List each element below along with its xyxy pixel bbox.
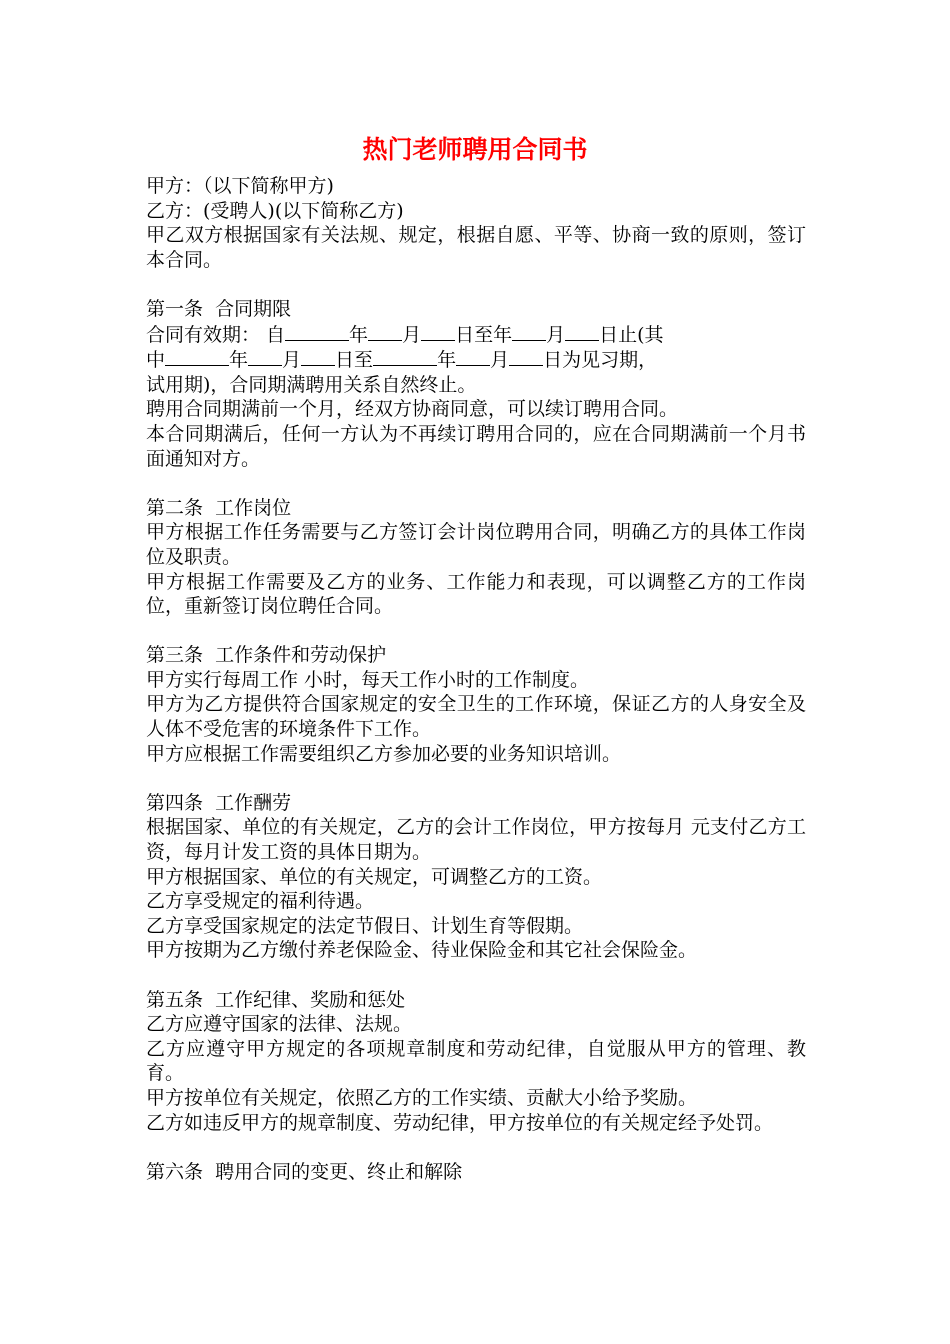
blank-field — [565, 322, 599, 341]
section-discipline — [146, 988, 806, 1136]
blank-field — [373, 347, 437, 366]
preamble-paragraph: 甲乙双方根据国家有关法规、规定，根据自愿、平等、协商一致的原则，签订本合同。 — [146, 224, 806, 271]
day-to-label: 日至 — [335, 349, 374, 372]
renewal-paragraph: 聘用合同期满前一个月，经双方协商同意，可以续订聘用合同。 — [146, 398, 679, 421]
paragraph: 甲方根据国家、单位的有关规定，可调整乙方的工资。 — [146, 865, 603, 888]
document-body — [146, 174, 806, 1184]
paragraph: 甲方按单位有关规定，依照乙方的工作实绩、贡献大小给予奖励。 — [146, 1086, 698, 1109]
month-label: 月 — [282, 349, 302, 372]
year-label: 年 — [349, 323, 369, 346]
blank-field — [368, 322, 402, 341]
middle-label: 中 — [146, 349, 166, 372]
blank-field — [248, 347, 282, 366]
validity-paragraph — [146, 322, 806, 398]
paragraph: 根据国家、单位的有关规定，乙方的会计工作岗位，甲方按每月 元支付乙方工资，每月计发工资的具体日期为。 — [146, 816, 806, 864]
paragraph: 甲方根据工作任务需要与乙方签订会计岗位聘用合同，明确乙方的具体工作岗位及职责。 — [146, 521, 806, 568]
year-label: 年 — [493, 323, 513, 346]
validity-prefix: 合同有效期： 自 — [146, 323, 286, 346]
section-heading: 第四条 工作酬劳 — [146, 791, 292, 814]
blank-field — [285, 322, 349, 341]
paragraph: 乙方享受规定的福利待遇。 — [146, 890, 375, 913]
section-pay — [146, 791, 806, 963]
party-b-line: 乙方：(受聘人)(以下简称乙方) — [146, 199, 404, 222]
blank-field — [301, 347, 335, 366]
section-changes — [146, 1160, 806, 1185]
validity-rest: 试用期)，合同期满聘用关系自然终止。 — [146, 373, 477, 396]
paragraph: 甲方实行每周工作 小时，每天工作小时的工作制度。 — [146, 668, 590, 691]
year-label: 年 — [229, 349, 249, 372]
month-label: 月 — [546, 323, 566, 346]
section-term — [146, 297, 806, 471]
section-post — [146, 496, 806, 619]
paragraph: 乙方如违反甲方的规章制度、劳动纪律，甲方按单位的有关规定经予处罚。 — [146, 1111, 774, 1134]
paragraph: 乙方应遵守国家的法律、法规。 — [146, 1013, 413, 1036]
year-label: 年 — [437, 349, 457, 372]
blank-field — [165, 347, 229, 366]
paragraph: 乙方应遵守甲方规定的各项规章制度和劳动纪律，自觉服从甲方的管理、教育。 — [146, 1037, 806, 1085]
notice-paragraph: 本合同期满后，任何一方认为不再续订聘用合同的，应在合同期满前一个月书面通知对方。 — [146, 422, 806, 470]
month-label: 月 — [402, 323, 422, 346]
section-heading: 第六条 聘用合同的变更、终止和解除 — [146, 1160, 463, 1183]
paragraph: 乙方享受国家规定的法定节假日、计划生育等假期。 — [146, 914, 584, 937]
blank-field — [421, 322, 455, 341]
paragraph: 甲方应根据工作需要组织乙方参加必要的业务知识培训。 — [146, 742, 622, 765]
document-title: 热门老师聘用合同书 — [362, 135, 588, 164]
paragraph: 甲方按期为乙方缴付养老保险金、待业保险金和其它社会保险金。 — [146, 939, 698, 962]
day-end-label: 日止(其 — [599, 323, 664, 346]
section-heading: 第三条 工作条件和劳动保护 — [146, 644, 387, 667]
blank-field — [509, 347, 543, 366]
party-a-line: 甲方：（以下简称甲方) — [146, 175, 334, 197]
section-heading: 第一条 合同期限 — [146, 297, 292, 320]
day-to-label: 日至 — [455, 323, 494, 346]
section-heading: 第二条 工作岗位 — [146, 496, 292, 519]
paragraph: 甲方根据工作需要及乙方的业务、工作能力和表现，可以调整乙方的工作岗位，重新签订岗位聘任合同。 — [146, 570, 806, 618]
section-conditions — [146, 643, 806, 766]
day-probation-label: 日为见习期， — [543, 349, 658, 372]
section-heading: 第五条 工作纪律、奖励和惩处 — [146, 988, 406, 1011]
paragraph: 甲方为乙方提供符合国家规定的安全卫生的工作环境，保证乙方的人身安全及人体不受危害的环境条件下工作。 — [146, 693, 806, 741]
month-label: 月 — [490, 349, 510, 372]
blank-field — [512, 322, 546, 341]
blank-field — [456, 347, 490, 366]
